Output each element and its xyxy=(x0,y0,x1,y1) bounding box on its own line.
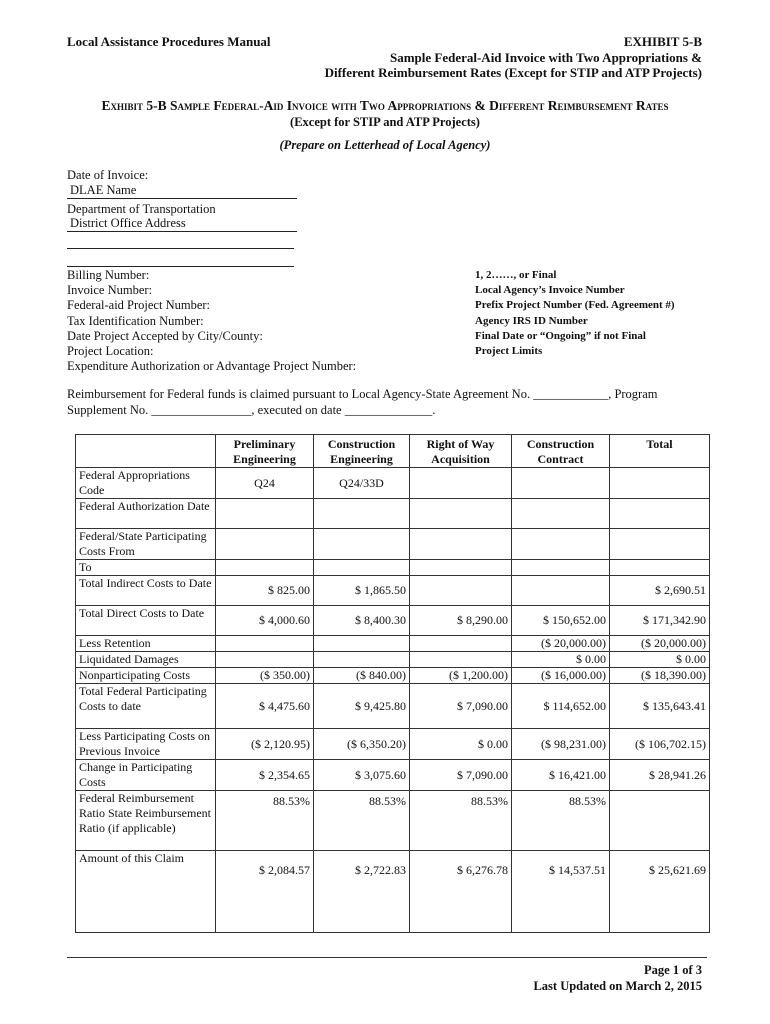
table-cell xyxy=(410,529,512,560)
table-cell xyxy=(410,560,512,576)
invoice-number-value: Local Agency’s Invoice Number xyxy=(475,284,625,297)
table-header-row xyxy=(76,435,710,468)
table-row xyxy=(76,760,710,791)
table-cell: $ 0.00 xyxy=(512,652,610,668)
table-cell xyxy=(512,468,610,499)
table-cell: $ 9,425.80 xyxy=(314,684,410,729)
billing-number-label: Billing Number: xyxy=(67,268,150,282)
table-cell xyxy=(216,560,314,576)
row-label: Amount of this Claim xyxy=(76,851,216,933)
table-cell: ($ 20,000.00) xyxy=(512,636,610,652)
table-cell: $ 28,941.26 xyxy=(610,760,710,791)
table-row xyxy=(76,468,710,499)
table-cell xyxy=(512,560,610,576)
row-label: Less Participating Costs on Previous Invoice xyxy=(76,729,216,760)
table-cell: $ 114,652.00 xyxy=(512,684,610,729)
table-cell: Q24/33D xyxy=(314,468,410,499)
header-blank xyxy=(76,435,216,468)
table-cell: $ 135,643.41 xyxy=(610,684,710,729)
col-construction-engineering: Construction Engineering xyxy=(314,435,410,468)
table-cell: ($ 2,120.95) xyxy=(216,729,314,760)
table-cell xyxy=(314,636,410,652)
table-row xyxy=(76,684,710,729)
tax-id-value: Agency IRS ID Number xyxy=(475,314,588,327)
federal-aid-project-label: Federal-aid Project Number: xyxy=(67,298,211,313)
table-row xyxy=(76,636,710,652)
table-cell xyxy=(216,652,314,668)
table-cell: $ 0.00 xyxy=(610,652,710,668)
row-label: Federal/State Participating Costs From xyxy=(76,529,216,560)
table-cell xyxy=(512,499,610,529)
table-cell: ($ 1,200.00) xyxy=(410,668,512,684)
table-cell: $ 6,276.78 xyxy=(410,851,512,933)
table-cell: $ 150,652.00 xyxy=(512,606,610,636)
row-label: Total Indirect Costs to Date xyxy=(76,576,216,606)
table-cell xyxy=(410,576,512,606)
table-row xyxy=(76,606,710,636)
table-cell xyxy=(216,636,314,652)
title-line1: Exhibit 5-B Sample Federal-Aid Invoice with Two Appropriations & Different Reimbursement Rates xyxy=(101,98,669,113)
table-cell: ($ 98,231.00) xyxy=(512,729,610,760)
table-row xyxy=(76,652,710,668)
table-row xyxy=(76,499,710,529)
billing-number-value: 1, 2……, or Final xyxy=(475,269,557,281)
table-cell: $ 8,290.00 xyxy=(410,606,512,636)
table-cell: $ 7,090.00 xyxy=(410,684,512,729)
federal-aid-project-value: Prefix Project Number (Fed. Agreement #) xyxy=(475,299,675,312)
table-cell: 88.53% xyxy=(314,791,410,851)
table-cell xyxy=(610,560,710,576)
address-blank-line-2 xyxy=(67,251,294,267)
table-cell: ($ 106,702.15) xyxy=(610,729,710,760)
table-cell: $ 171,342.90 xyxy=(610,606,710,636)
table-row xyxy=(76,529,710,560)
reimbursement-statement xyxy=(67,387,658,418)
table-cell: $ 1,865.50 xyxy=(314,576,410,606)
table-cell xyxy=(314,560,410,576)
table-cell: $ 2,722.83 xyxy=(314,851,410,933)
tax-id-label: Tax Identification Number: xyxy=(67,313,204,328)
col-right-of-way: Right of Way Acquisition xyxy=(410,435,512,468)
table-cell xyxy=(216,529,314,560)
row-label: Nonparticipating Costs xyxy=(76,668,216,684)
table-cell xyxy=(410,468,512,499)
table-row xyxy=(76,851,710,933)
district-line xyxy=(67,216,297,232)
table-cell: $ 7,090.00 xyxy=(410,760,512,791)
exhibit-subtitle-line1: Sample Federal-Aid Invoice with Two Appropriations & xyxy=(389,49,702,65)
table-cell: Q24 xyxy=(216,468,314,499)
table-row xyxy=(76,560,710,576)
row-label: Federal Reimbursement Ratio State Reimbursement Ratio (if applicable) xyxy=(76,791,216,851)
table-cell xyxy=(314,499,410,529)
table-cell xyxy=(216,499,314,529)
department-label: Department of Transportation xyxy=(67,202,216,216)
title-line2: (Except for STIP and ATP Projects) xyxy=(290,115,480,129)
table-cell: $ 8,400.30 xyxy=(314,606,410,636)
row-label: Total Federal Participating Costs to date xyxy=(76,684,216,729)
table-row xyxy=(76,791,710,851)
table-cell: $ 3,075.60 xyxy=(314,760,410,791)
invoice-table xyxy=(75,434,710,933)
page-title xyxy=(0,98,770,130)
date-of-invoice-label: Date of Invoice: xyxy=(67,168,149,182)
row-label: Change in Participating Costs xyxy=(76,760,216,791)
project-location-label: Project Location: xyxy=(67,344,154,359)
last-updated: Last Updated on March 2, 2015 xyxy=(533,979,702,993)
footer-divider xyxy=(67,957,707,958)
table-cell: ($ 18,390.00) xyxy=(610,668,710,684)
col-construction-contract: Construction Contract xyxy=(512,435,610,468)
date-accepted-value: Final Date or “Ongoing” if not Final xyxy=(475,329,646,342)
dlae-name: DLAE Name xyxy=(67,183,297,199)
project-location-value: Project Limits xyxy=(475,345,543,358)
table-cell: $ 0.00 xyxy=(410,729,512,760)
table-cell: $ 2,354.65 xyxy=(216,760,314,791)
table-cell xyxy=(512,576,610,606)
table-cell: $ 16,421.00 xyxy=(512,760,610,791)
exhibit-number: EXHIBIT 5-B xyxy=(623,34,702,49)
table-cell xyxy=(512,529,610,560)
row-label: Federal Authorization Date xyxy=(76,499,216,529)
invoice-number-label: Invoice Number: xyxy=(67,283,153,298)
table-cell: $ 825.00 xyxy=(216,576,314,606)
table-cell xyxy=(410,636,512,652)
table-row xyxy=(76,668,710,684)
table-cell: $ 4,475.60 xyxy=(216,684,314,729)
table-cell xyxy=(610,791,710,851)
address-blank-line-1 xyxy=(67,233,294,249)
table-cell: 88.53% xyxy=(216,791,314,851)
table-cell xyxy=(610,468,710,499)
expenditure-authorization-label: Expenditure Authorization or Advantage Project Number: xyxy=(67,359,357,374)
table-cell xyxy=(410,652,512,668)
reimbursement-line2: Supplement No. ________________, executed on date ______________. xyxy=(67,402,436,417)
table-cell: $ 4,000.60 xyxy=(216,606,314,636)
table-cell: 88.53% xyxy=(512,791,610,851)
table-cell xyxy=(410,499,512,529)
field-values xyxy=(475,268,675,359)
table-cell: ($ 16,000.00) xyxy=(512,668,610,684)
reimbursement-line1: Reimbursement for Federal funds is claimed pursuant to Local Agency-State Agreement No. ____________, Program xyxy=(67,387,658,401)
prepare-note: (Prepare on Letterhead of Local Agency) xyxy=(279,138,491,152)
row-label: Total Direct Costs to Date xyxy=(76,606,216,636)
table-cell xyxy=(314,652,410,668)
field-labels xyxy=(67,268,356,374)
footer xyxy=(533,962,702,994)
exhibit-subtitle-line2: Different Reimbursement Rates (Except for STIP and ATP Projects) xyxy=(324,65,702,80)
table-cell: $ 2,690.51 xyxy=(610,576,710,606)
manual-title: Local Assistance Procedures Manual xyxy=(67,34,271,49)
row-label: Less Retention xyxy=(76,636,216,652)
col-total: Total xyxy=(610,435,710,468)
table-cell xyxy=(610,529,710,560)
table-cell: ($ 20,000.00) xyxy=(610,636,710,652)
dlae-line xyxy=(67,183,297,199)
district-office-address: District Office Address xyxy=(67,216,297,232)
row-label: Federal Appropriations Code xyxy=(76,468,216,499)
table-cell: ($ 6,350.20) xyxy=(314,729,410,760)
table-cell xyxy=(314,529,410,560)
date-accepted-label: Date Project Accepted by City/County: xyxy=(67,328,263,343)
table-row xyxy=(76,576,710,606)
table-cell: ($ 350.00) xyxy=(216,668,314,684)
table-cell: ($ 840.00) xyxy=(314,668,410,684)
row-label: Liquidated Damages xyxy=(76,652,216,668)
table-row xyxy=(76,729,710,760)
page-number: Page 1 of 3 xyxy=(644,963,702,977)
table-cell: $ 2,084.57 xyxy=(216,851,314,933)
table-cell: $ 14,537.51 xyxy=(512,851,610,933)
table-cell xyxy=(610,499,710,529)
row-label: To xyxy=(76,560,216,576)
exhibit-header xyxy=(325,34,702,81)
table-cell: $ 25,621.69 xyxy=(610,851,710,933)
table-cell: 88.53% xyxy=(410,791,512,851)
col-preliminary-engineering: Preliminary Engineering xyxy=(216,435,314,468)
